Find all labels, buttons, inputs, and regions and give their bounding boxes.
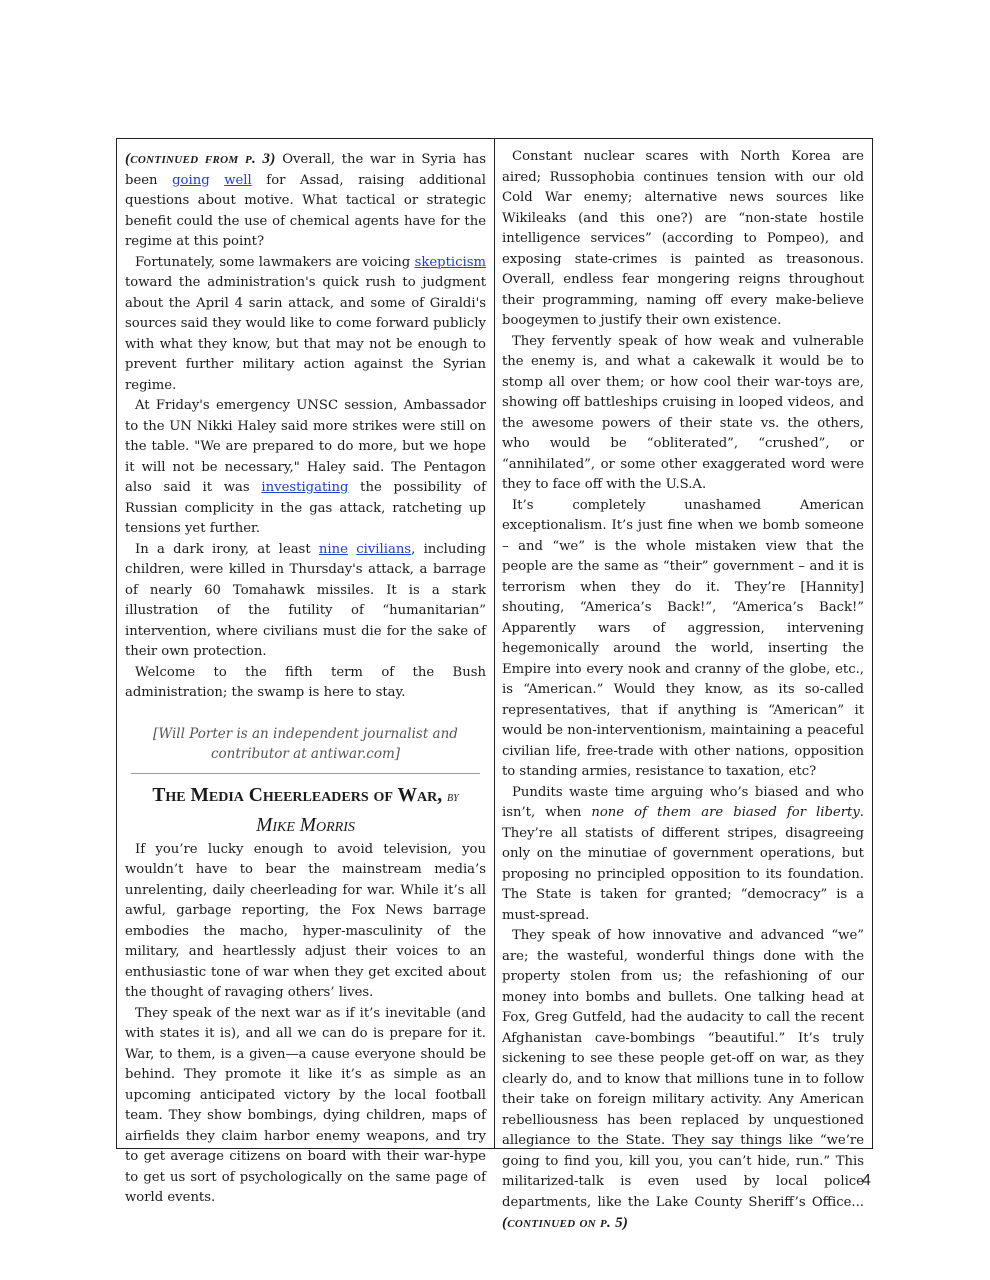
page-number: 4 (862, 1172, 871, 1189)
paragraph: Constant nuclear scares with North Korea are aired; Russophobia continues tension with our old Cold War enemy; alternative news sources like Wikileaks (and this one?) are “non-state hostile intelligence services” (according to Pompeo), and exposing state-crimes is painted as treasonous. Overall, endless fear mongering reigns throughout their programming, naming off every make-believe boogeymen to justify their own existence. (502, 149, 864, 328)
text: Fortunately, some lawmakers are voicing (135, 254, 415, 270)
paragraph (502, 783, 864, 927)
text (348, 542, 356, 557)
emphasis-text: none of them are biased for liberty (591, 805, 860, 820)
paragraph: It’s completely unashamed American exceptionalism. It’s just fine when we bomb someone – and “we” is the whole mistaken view that the people are the same as “their” government – and it is terrorism when they do it. They’re [Hannity] shouting, “America’s Back!”, “America’s Back!” Apparently wars of aggression, intervening hegemonically around the world, inserting the Empire into every nook and cranny of the globe, etc., is “American.” Would they know, as its so-called representatives, that if anything is “American” it would be non-interventionism, maintaining a peaceful civilian life, free-trade with other nations, opposition to standing armies, resistance to taxation, etc? (502, 497, 864, 779)
link-going[interactable]: going (172, 172, 210, 188)
left-column (117, 139, 495, 1205)
paragraph: Welcome to the fifth term of the Bush administration; the swamp is here to stay. (125, 664, 486, 700)
headline-author: Mike Morris (256, 814, 355, 836)
headline-title: The Media Cheerleaders of War, (152, 784, 447, 806)
article-headline (125, 782, 486, 840)
text: the possibility of Russian complicity in the gas attack, ratcheting up tensions yet further. (125, 480, 486, 536)
text: for Assad, raising additional questions about motive. What tactical or strategic benefit could the use of chemical agents have for the regime at this point? (125, 172, 486, 249)
paragraph (125, 149, 486, 253)
paragraph (502, 926, 864, 1235)
paragraph (125, 540, 486, 663)
paragraph: If you’re lucky enough to avoid television, you wouldn’t have to bear the mainstream media’s unrelenting, daily cheerleading for war. While it’s all awful, garbage reporting, the Fox News barrage embodies the macho, hyper-masculinity of the military, and heartlessly adjust their voices to an enthusiastic tone of war when they get excited about the thought of ravaging others’ lives. (125, 841, 486, 1000)
paragraph (125, 396, 486, 540)
link-nine[interactable]: nine (318, 541, 348, 557)
text: . They’re all statists of different stripes, disagreeing only on the minutiae of government operations, but proposing no principled opposition to its foundation. The State is taken for granted; “democracy” is a must-spread. (502, 805, 864, 923)
text: Pundits waste time arguing who’s biased and who isn’t, when (502, 784, 864, 820)
text: toward the administration's quick rush to judgment about the April 4 sarin attack, and some of Giraldi's sources said they would like to come forward publicly with what they know, but that may not be enough to prevent further military action against the Syrian regime. (125, 275, 486, 393)
continued-from-marker: (continued from p. 3) (125, 151, 276, 167)
headline-by: by (446, 789, 459, 805)
link-investigating[interactable]: investigating (261, 480, 349, 495)
section-divider (131, 773, 480, 774)
text: At Friday's emergency UNSC session, Ambassador to the UN Nikki Haley said more strikes were still on the table. "We are prepared to do more, but we hope it will not be necessary," Haley said. The Pentagon also said it was (125, 398, 486, 495)
paragraph: They speak of the next war as if it’s inevitable (and with states it is), and all we can do is prepare for it. War, to them, is a given—a cause everyone should be behind. They promote it like it’s as simple as an upcoming anticipated victory by the local football team. They show bombings, dying children, maps of airfields they claim harbor enemy weapons, and try to get average citizens on board with their war-hype to get us sort of psychologically on the same page of world events. (125, 1005, 486, 1205)
article-frame (116, 138, 873, 1231)
text: In a dark irony, at least (135, 541, 319, 557)
paragraph: They fervently speak of how weak and vulnerable the enemy is, and what a cakewalk it would be to stomp all over them; or how cool their war-toys are, showing off battleships cruising in looped videos, and the awesome powers of their state vs. the others, who would be “obliterated”, “crushed”, or “annihilated”, or some other exaggerated word were they to face off with the U.S.A. (502, 333, 864, 492)
link-skepticism[interactable]: skepticism (414, 254, 486, 270)
link-civilians[interactable]: civilians (356, 541, 412, 557)
text: , including children, were killed in Thursday's attack, a barrage of nearly 60 Tomahawk missiles. It is a stark illustration of the futility of “humanitarian” intervention, where civilians must die for the sake of their own protection. (125, 541, 486, 659)
text: Overall, the war in Syria has been (125, 152, 486, 188)
paragraph (125, 253, 486, 397)
right-column (495, 139, 872, 1231)
continued-on-marker: (continued on p. 5) (502, 1215, 629, 1231)
link-well[interactable]: well (224, 172, 252, 188)
text (210, 173, 225, 188)
text: They speak of how innovative and advanced “we” are; the wasteful, wonderful things done with the property stolen from us; the refashioning of our money into bombs and bullets. One talking head at Fox, Greg Gutfeld, had the audacity to call the recent Afghanistan cave-bombings “beautiful.” It’s truly sickening to see these people get-off on war, as they clearly do, and to know that millions tune in to follow their take on foreign military activity. Any American rebelliousness has been replaced by unquestioned allegiance to the State. They say things like “we’re going to find you, kill you, you can’t hide, run.” This militarized-talk is even used by local police departments, like the Lake County Sheriff’s Office... (502, 928, 864, 1210)
author-byline: [Will Porter is an independent journalist and contributor at antiwar.com] (153, 725, 458, 762)
